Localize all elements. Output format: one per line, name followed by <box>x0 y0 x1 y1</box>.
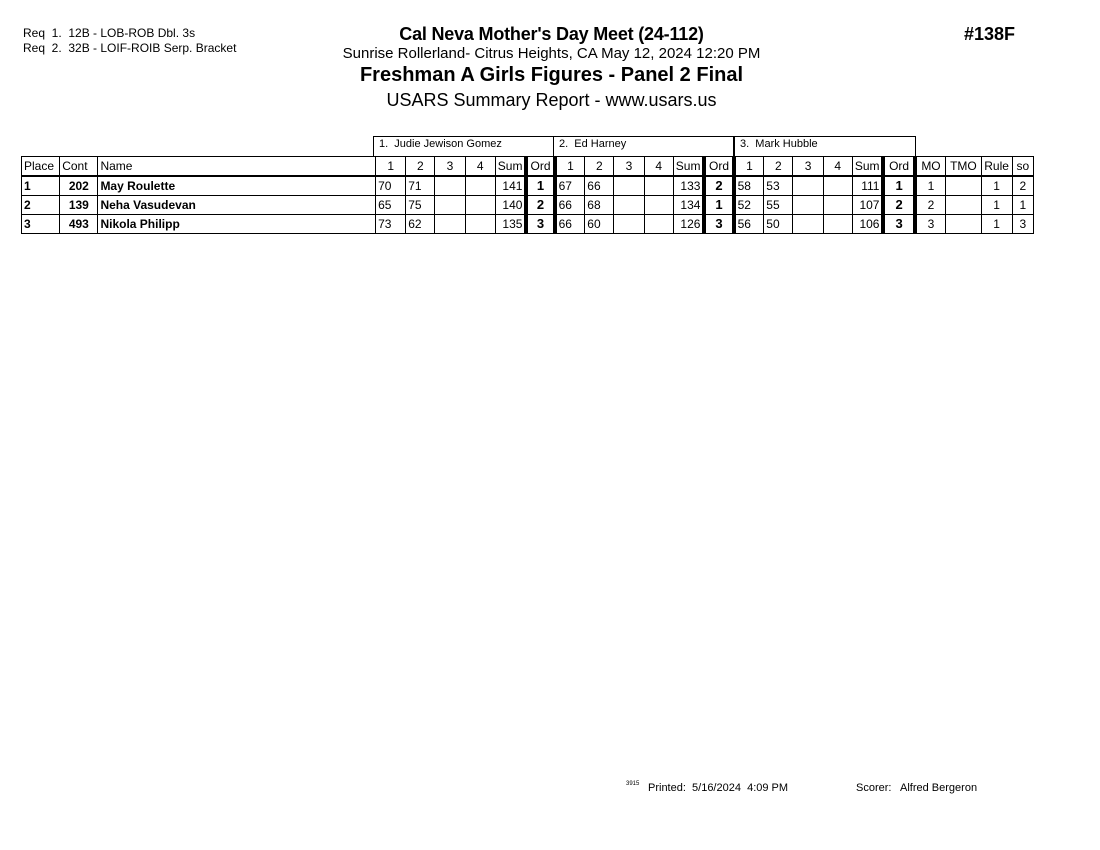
judge-2-header: 2. Ed Harney <box>553 136 734 156</box>
judge-1-ordinal-cell: 1 <box>526 176 554 196</box>
table-header-row <box>22 157 1034 177</box>
judge-3-score-2-cell: 55 <box>764 196 793 215</box>
table-row <box>22 196 1034 215</box>
judge-1-score-3-cell <box>435 176 465 196</box>
judge-1-score-2-cell: 62 <box>406 215 435 234</box>
judge-1-header: 1. Judie Jewison Gomez <box>373 136 554 156</box>
requirement-2: Req 2. 32B - LOIF-ROIB Serp. Bracket <box>23 41 237 55</box>
place-cell: 2 <box>22 196 60 215</box>
contestant-number-cell: 139 <box>60 196 98 215</box>
tmo-cell <box>946 176 981 196</box>
tmo-cell <box>946 196 981 215</box>
col-j3-s4: 4 <box>823 157 852 177</box>
contestant-number-cell: 493 <box>60 215 98 234</box>
col-j3-sum: Sum <box>852 157 883 177</box>
mo-cell: 2 <box>915 196 946 215</box>
col-j2-sum: Sum <box>673 157 704 177</box>
judge-1-score-3-cell <box>435 215 465 234</box>
skater-name-cell: Nikola Philipp <box>98 215 376 234</box>
judge-3-score-1-cell: 56 <box>734 215 764 234</box>
rule-cell: 1 <box>981 215 1012 234</box>
judge-3-score-4-cell <box>823 176 852 196</box>
judge-3-score-1-cell: 58 <box>734 176 764 196</box>
contestant-number-cell: 202 <box>60 176 98 196</box>
judge-3-score-3-cell <box>793 196 823 215</box>
judge-1-score-1-cell: 70 <box>376 176 406 196</box>
col-j1-s3: 3 <box>435 157 465 177</box>
judge-1-ordinal-cell: 3 <box>526 215 554 234</box>
col-j3-s3: 3 <box>793 157 823 177</box>
judge-1-score-2-cell: 71 <box>406 176 435 196</box>
judge-3-score-3-cell <box>793 176 823 196</box>
place-cell: 3 <box>22 215 60 234</box>
col-j1-sum: Sum <box>495 157 526 177</box>
judge-3-sum-cell: 111 <box>852 176 883 196</box>
skater-name-cell: May Roulette <box>98 176 376 196</box>
meet-title: Cal Neva Mother's Day Meet (24-112) <box>399 24 704 44</box>
judge-2-ordinal-cell: 1 <box>704 196 733 215</box>
mo-cell: 1 <box>915 176 946 196</box>
table-row <box>22 176 1034 196</box>
judge-3-ordinal-cell: 3 <box>883 215 914 234</box>
judge-1-score-1-cell: 73 <box>376 215 406 234</box>
judge-3-header: 3. Mark Hubble <box>734 136 916 156</box>
col-j2-s3: 3 <box>614 157 644 177</box>
results-table <box>21 156 1034 234</box>
col-name: Name <box>98 157 376 177</box>
col-so: so <box>1012 157 1033 177</box>
footer-mark: 3915 <box>626 781 640 787</box>
so-cell: 1 <box>1012 196 1033 215</box>
so-cell: 2 <box>1012 176 1033 196</box>
tmo-cell <box>946 215 981 234</box>
judge-2-score-2-cell: 68 <box>585 196 614 215</box>
judge-3-ordinal-cell: 2 <box>883 196 914 215</box>
col-rule: Rule <box>981 157 1012 177</box>
judge-2-score-4-cell <box>644 215 673 234</box>
judge-2-score-4-cell <box>644 176 673 196</box>
col-j3-ord: Ord <box>883 157 914 177</box>
judge-2-score-1-cell: 66 <box>555 196 585 215</box>
judge-1-sum-cell: 140 <box>495 196 526 215</box>
judge-1-ordinal-cell: 2 <box>526 196 554 215</box>
judge-2-score-3-cell <box>614 176 644 196</box>
judge-1-sum-cell: 135 <box>495 215 526 234</box>
rule-cell: 1 <box>981 196 1012 215</box>
judge-3-sum-cell: 107 <box>852 196 883 215</box>
judge-3-ordinal-cell: 1 <box>883 176 914 196</box>
event-title: Freshman A Girls Figures - Panel 2 Final <box>359 64 744 86</box>
judge-2-sum-cell: 133 <box>673 176 704 196</box>
judge-2-score-3-cell <box>614 215 644 234</box>
printed-timestamp: Printed: 5/16/2024 4:09 PM <box>648 782 789 794</box>
col-tmo: TMO <box>946 157 981 177</box>
rule-cell: 1 <box>981 176 1012 196</box>
event-number: #138F <box>964 24 1016 44</box>
judge-1-score-4-cell <box>465 196 495 215</box>
judge-1-score-2-cell: 75 <box>406 196 435 215</box>
judge-3-score-2-cell: 50 <box>764 215 793 234</box>
requirement-1: Req 1. 12B - LOB-ROB Dbl. 3s <box>23 26 196 40</box>
so-cell: 3 <box>1012 215 1033 234</box>
judge-3-score-2-cell: 53 <box>764 176 793 196</box>
report-title: USARS Summary Report - www.usars.us <box>386 90 717 110</box>
judge-2-score-2-cell: 66 <box>585 176 614 196</box>
scorer-name: Scorer: Alfred Bergeron <box>856 782 978 794</box>
judge-1-score-4-cell <box>465 215 495 234</box>
judge-3-score-3-cell <box>793 215 823 234</box>
col-j1-ord: Ord <box>526 157 554 177</box>
col-j1-s4: 4 <box>465 157 495 177</box>
judge-2-score-1-cell: 67 <box>555 176 585 196</box>
col-j2-ord: Ord <box>704 157 733 177</box>
judge-2-score-2-cell: 60 <box>585 215 614 234</box>
col-j2-s1: 1 <box>555 157 585 177</box>
judge-1-sum-cell: 141 <box>495 176 526 196</box>
judge-3-score-4-cell <box>823 215 852 234</box>
judge-1-score-4-cell <box>465 176 495 196</box>
col-mo: MO <box>915 157 946 177</box>
skater-name-cell: Neha Vasudevan <box>98 196 376 215</box>
judge-2-sum-cell: 126 <box>673 215 704 234</box>
place-cell: 1 <box>22 176 60 196</box>
col-j2-s4: 4 <box>644 157 673 177</box>
judge-2-score-3-cell <box>614 196 644 215</box>
col-place: Place <box>22 157 60 177</box>
judge-3-sum-cell: 106 <box>852 215 883 234</box>
judge-1-score-3-cell <box>435 196 465 215</box>
judge-2-score-4-cell <box>644 196 673 215</box>
table-row <box>22 215 1034 234</box>
col-j3-s1: 1 <box>734 157 764 177</box>
col-cont: Cont <box>60 157 98 177</box>
mo-cell: 3 <box>915 215 946 234</box>
col-j3-s2: 2 <box>764 157 793 177</box>
judge-1-score-1-cell: 65 <box>376 196 406 215</box>
meet-location: Sunrise Rollerland- Citrus Heights, CA May 12, 2024 12:20 PM <box>342 45 761 62</box>
col-j1-s1: 1 <box>376 157 406 177</box>
judge-3-score-4-cell <box>823 196 852 215</box>
judge-2-score-1-cell: 66 <box>555 215 585 234</box>
col-j2-s2: 2 <box>585 157 614 177</box>
judge-2-sum-cell: 134 <box>673 196 704 215</box>
judge-3-score-1-cell: 52 <box>734 196 764 215</box>
col-j1-s2: 2 <box>406 157 435 177</box>
judge-2-ordinal-cell: 3 <box>704 215 733 234</box>
judge-2-ordinal-cell: 2 <box>704 176 733 196</box>
